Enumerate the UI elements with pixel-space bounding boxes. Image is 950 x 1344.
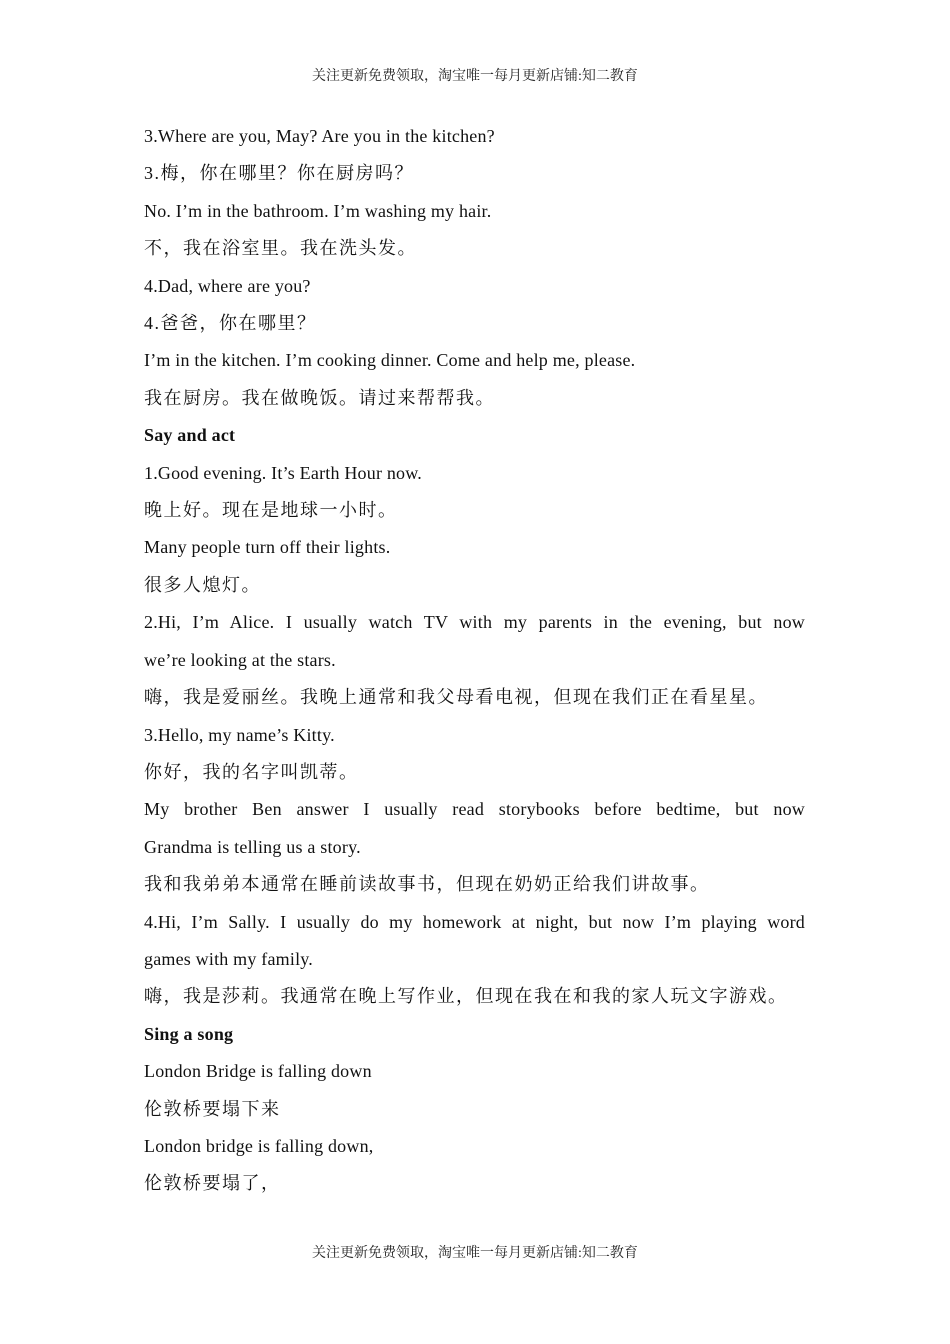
text-line: 1.Good evening. It’s Earth Hour now. xyxy=(144,462,422,483)
text-line: 3.Hello, my name’s Kitty. xyxy=(144,724,335,745)
text-line: 不，我在浴室里。我在洗头发。 xyxy=(144,238,417,259)
text-line: My brother Ben answer I usually read storybooks before bedtime, but now xyxy=(144,799,805,820)
text-line: 伦敦桥要塌了， xyxy=(144,1173,281,1194)
section-heading-sing-a-song: Sing a song xyxy=(144,1023,234,1044)
text-line: Grandma is telling us a story. xyxy=(144,836,361,857)
text-line: 3.Where are you, May? Are you in the kitchen? xyxy=(144,126,495,146)
text-line: 你好，我的名字叫凯蒂。 xyxy=(144,761,359,782)
text-line: No. I’m in the bathroom. I’m washing my hair. xyxy=(144,200,492,221)
text-line: 伦敦桥要塌下来 xyxy=(144,1098,281,1119)
text-line: games with my family. xyxy=(144,948,314,969)
text-line: 4.Hi, I’m Sally. I usually do my homework at night, but now I’m playing word xyxy=(144,911,805,932)
page-footer: 关注更新免费领取，淘宝唯一每月更新店铺:知二教育 xyxy=(312,1246,638,1261)
text-line: we’re looking at the stars. xyxy=(144,649,336,670)
text-line: London Bridge is falling down xyxy=(144,1061,372,1082)
text-line: 4.Dad, where are you? xyxy=(144,275,311,296)
text-line: 3.梅，你在哪里？你在厨房吗？ xyxy=(144,163,414,184)
text-line: 嗨，我是莎莉。我通常在晚上写作业，但现在我在和我的家人玩文字游戏。 xyxy=(144,986,788,1007)
text-line: 嗨，我是爱丽丝。我晚上通常和我父母看电视，但现在我们正在看星星。 xyxy=(144,687,768,708)
text-line: 很多人熄灯。 xyxy=(144,574,261,595)
text-line: 我在厨房。我在做晚饭。请过来帮帮我。 xyxy=(144,387,495,408)
document-body xyxy=(144,118,805,1203)
text-line: I’m in the kitchen. I’m cooking dinner. Come and help me, please. xyxy=(144,350,636,371)
text-line: 我和我弟弟本通常在睡前读故事书，但现在奶奶正给我们讲故事。 xyxy=(144,874,710,895)
text-line: Many people turn off their lights. xyxy=(144,537,391,558)
text-line: London bridge is falling down, xyxy=(144,1135,374,1156)
section-heading-say-and-act: Say and act xyxy=(144,425,236,446)
text-line: 4.爸爸，你在哪里？ xyxy=(144,313,317,334)
page-header: 关注更新免费领取，淘宝唯一每月更新店铺:知二教育 xyxy=(312,69,638,84)
text-line: 晚上好。现在是地球一小时。 xyxy=(144,500,398,521)
text-line: 2.Hi, I’m Alice. I usually watch TV with my parents in the evening, but now xyxy=(144,612,805,633)
